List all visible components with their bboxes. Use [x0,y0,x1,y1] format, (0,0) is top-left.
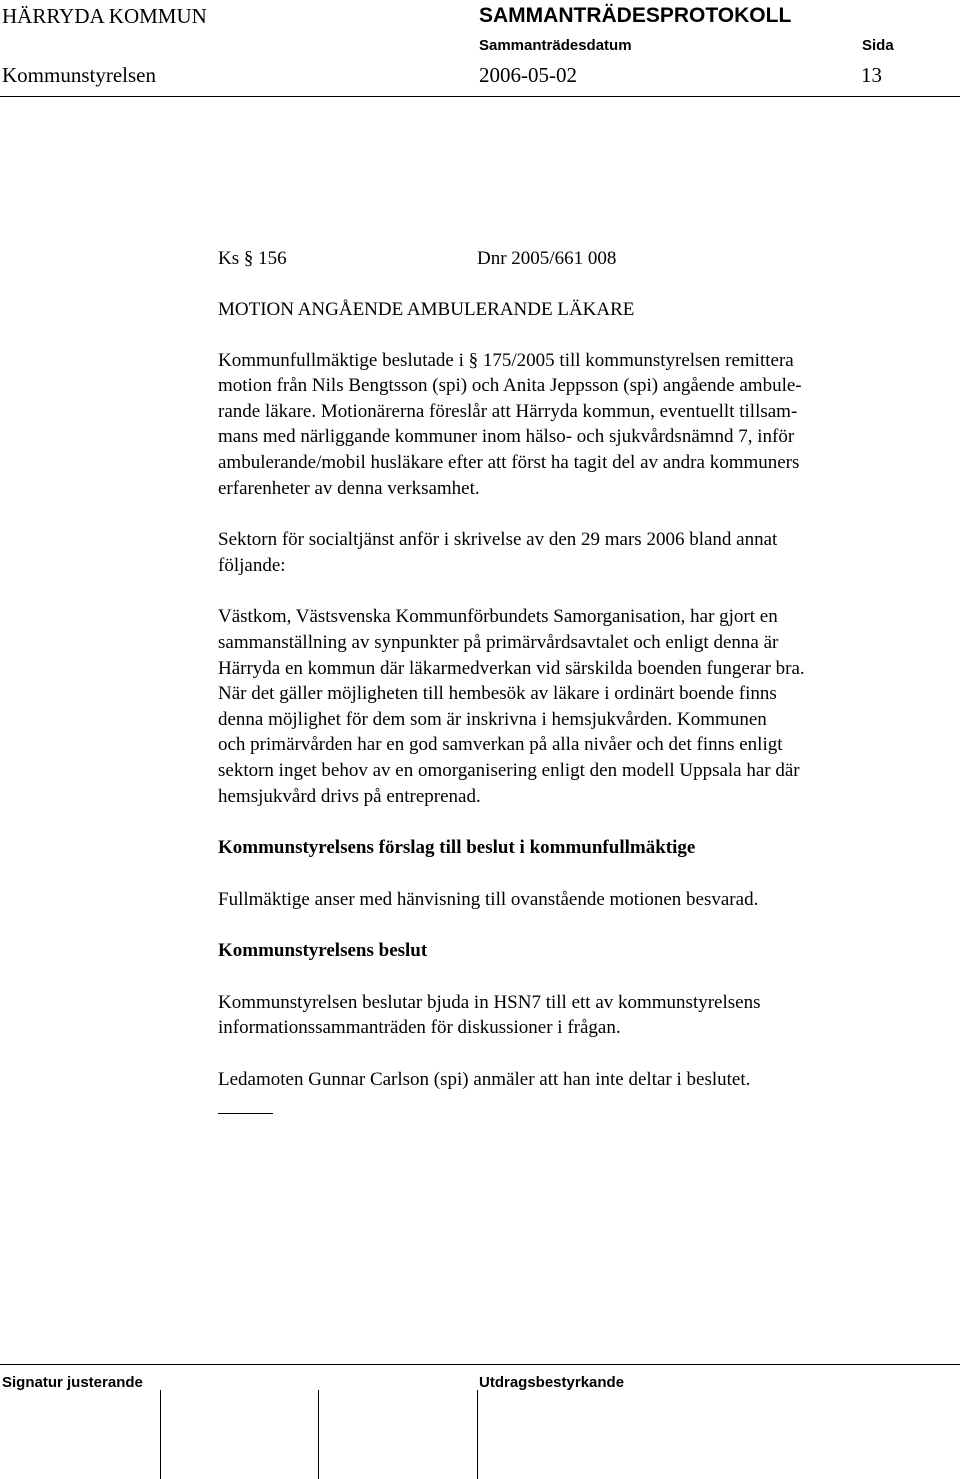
paragraph-line: och primärvården har en god samverkan på alla nivåer och det finns enligt [218,734,783,756]
signature-box-divider [160,1390,161,1479]
end-divider [218,1113,273,1114]
paragraph-line: När det gäller möjligheten till hembesök av läkare i ordinärt boende finns [218,683,777,705]
footer-divider [0,1364,960,1365]
paragraph-line: Härryda en kommun där läkarmedverkan vid särskilda boenden fungerar bra. [218,657,805,679]
decision-text [218,990,918,1041]
page-number: 13 [861,63,882,87]
case-dnr: Dnr 2005/661 008 [477,248,617,269]
signature-box-divider [477,1390,478,1479]
body-name: Kommunstyrelsen [2,63,156,87]
paragraph-line: denna möjlighet för dem som är inskrivna i hemsjukvården. Kommunen [218,708,767,730]
recusal-note: Ledamoten Gunnar Carlson (spi) anmäler att han inte deltar i beslutet. [218,1069,751,1091]
paragraph-line: sammanställning av synpunkter på primärvårdsavtalet och enligt denna är [218,631,779,653]
header-divider [0,96,960,97]
paragraph-line: sektorn inget behov av en omorganisering enligt den modell Uppsala har där [218,759,800,781]
document-type: SAMMANTRÄDESPROTOKOLL [479,4,792,27]
paragraph-line: hemsjukvård drivs på entreprenad. [218,785,481,807]
organization-name: HÄRRYDA KOMMUN [2,4,207,28]
decision-heading: Kommunstyrelsens beslut [218,940,428,962]
paragraph-line: rande läkare. Motionärerna föreslår att Härryda kommun, eventuellt tillsam- [218,400,798,422]
paragraph-3 [218,604,918,809]
paragraph-line: motion från Nils Bengtsson (spi) och Anita Jeppsson (spi) angående ambule- [218,375,802,397]
case-reference [218,246,918,272]
paragraph-line: Kommunstyrelsen beslutar bjuda in HSN7 till ett av kommunstyrelsens [218,991,761,1013]
minutes-content [218,246,918,1114]
case-title: MOTION ANGÅENDE AMBULERANDE LÄKARE [218,299,635,320]
paragraph-line: följande: [218,554,286,576]
proposal-heading: Kommunstyrelsens förslag till beslut i kommunfullmäktige [218,837,696,859]
paragraph-line: erfarenheter av denna verksamhet. [218,477,480,499]
paragraph-line: informationssammanträden för diskussioner i frågan. [218,1017,621,1039]
meeting-date: 2006-05-02 [479,63,577,87]
paragraph-1 [218,348,918,502]
paragraph-line: Kommunfullmäktige beslutade i § 175/2005 till kommunstyrelsen remittera [218,349,794,371]
page-label: Sida [862,37,894,54]
paragraph-line: Västkom, Västsvenska Kommunförbundets Samorganisation, har gjort en [218,606,778,628]
proposal-text: Fullmäktige anser med hänvisning till ovanstående motionen besvarad. [218,888,759,910]
signature-label: Signatur justerande [2,1374,143,1391]
case-paragraph: Ks § 156 [218,248,287,269]
paragraph-2 [218,527,918,578]
paragraph-line: mans med närliggande kommuner inom hälso- och sjukvårdsnämnd 7, inför [218,426,795,448]
signature-box-divider [318,1390,319,1479]
extract-label: Utdragsbestyrkande [479,1374,625,1391]
paragraph-line: Sektorn för socialtjänst anför i skrivelse av den 29 mars 2006 bland annat [218,529,778,551]
date-label: Sammanträdesdatum [479,37,632,54]
paragraph-line: ambulerande/mobil husläkare efter att först ha tagit del av andra kommuners [218,451,800,473]
